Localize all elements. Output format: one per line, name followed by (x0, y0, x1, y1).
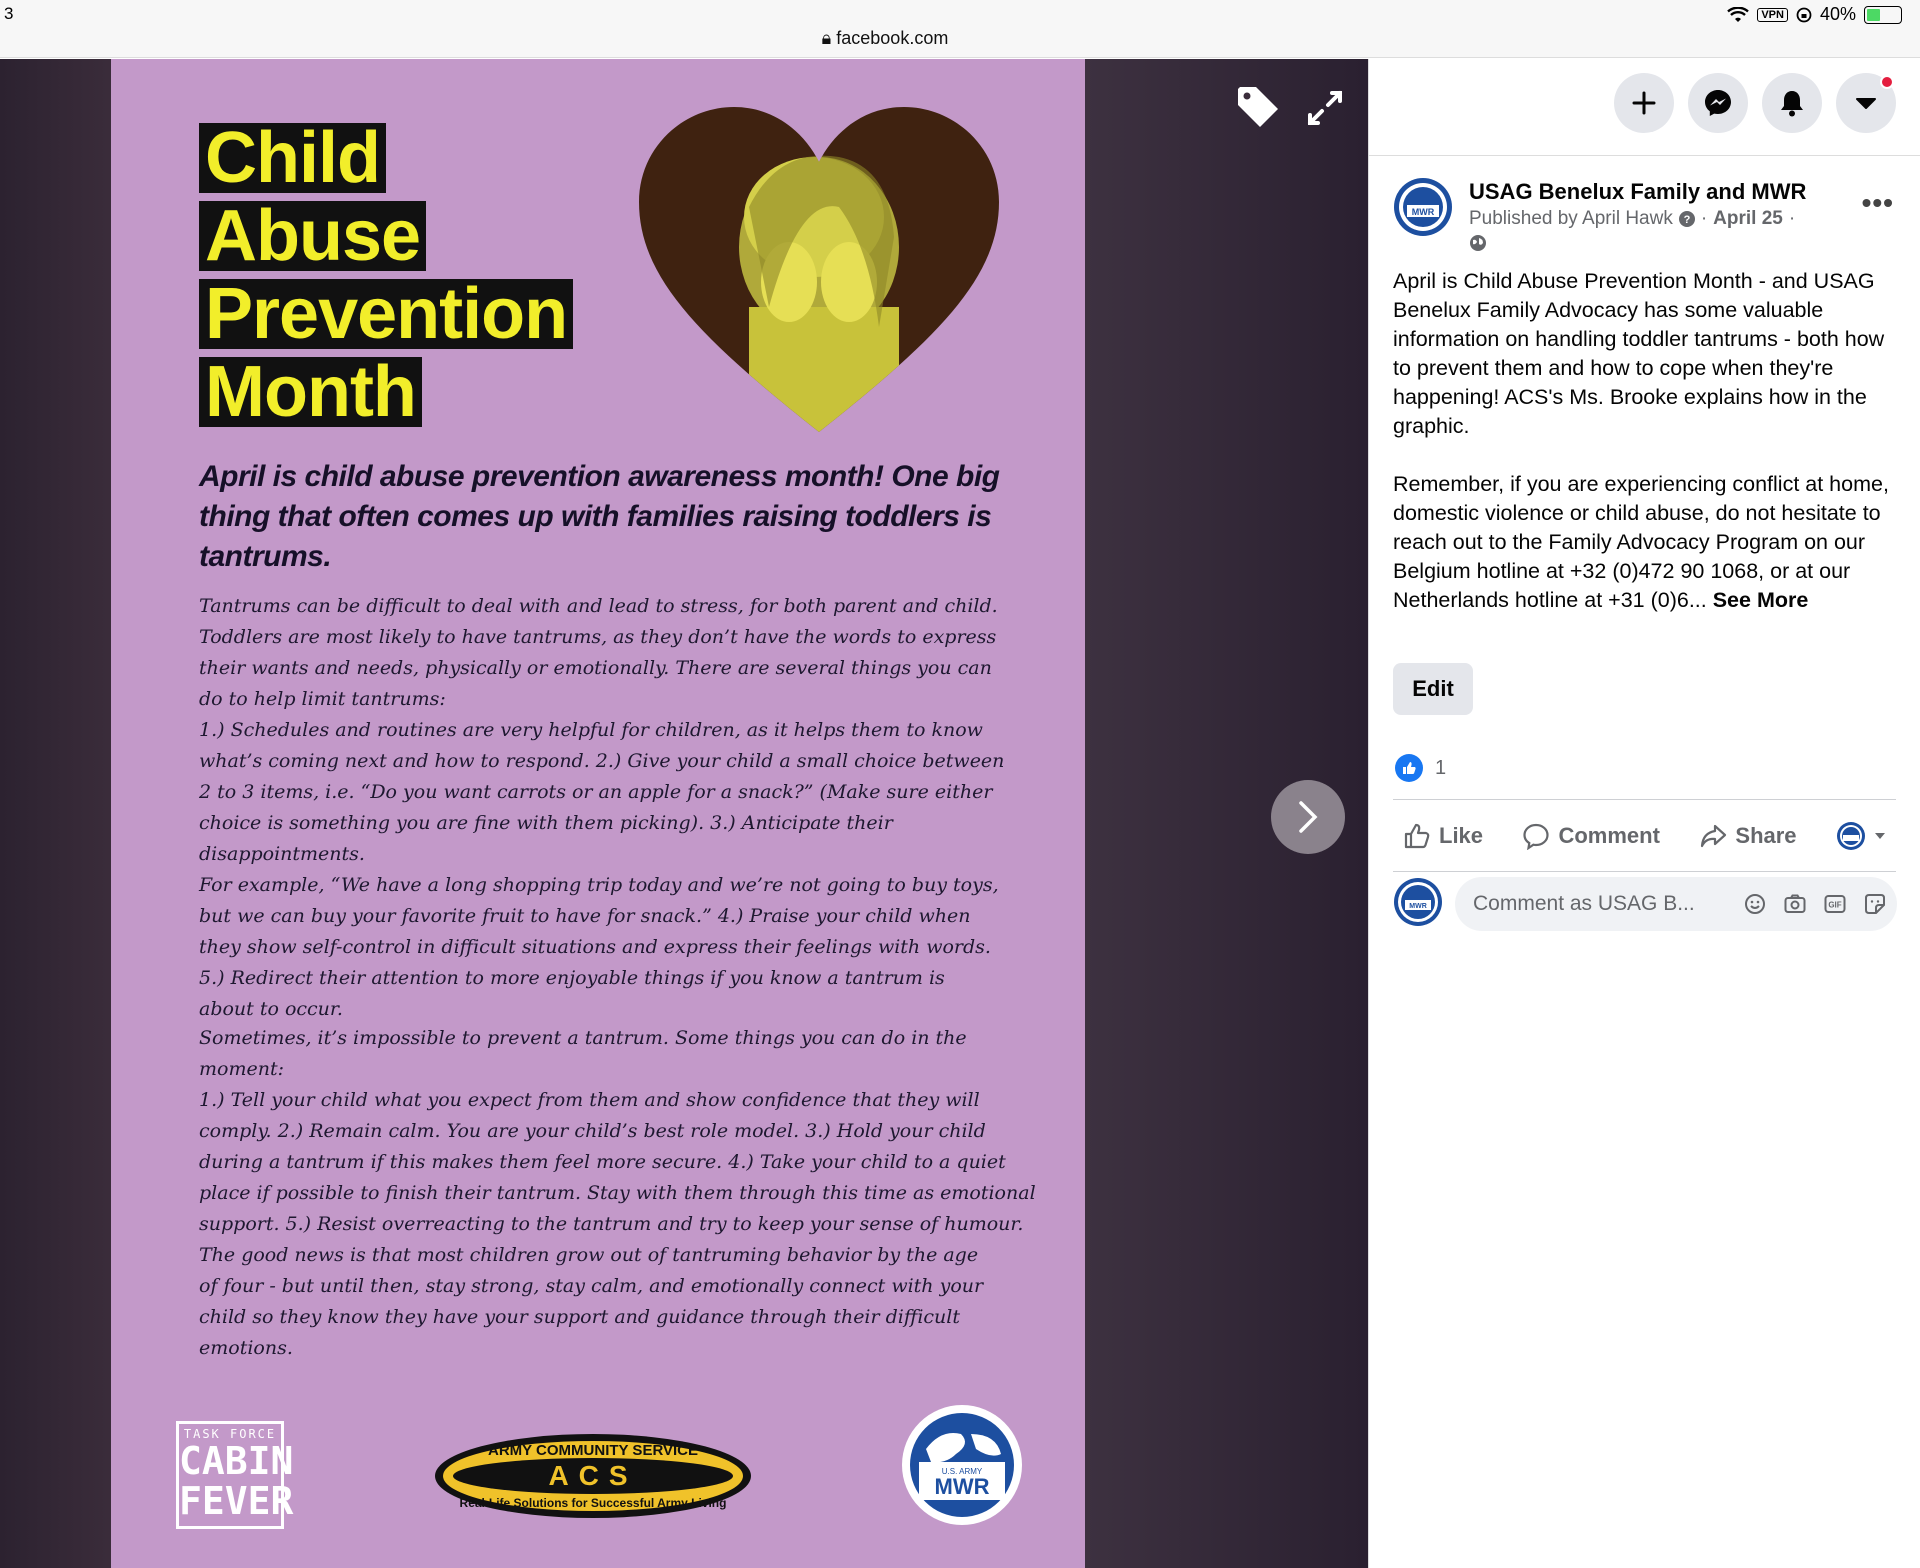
notifications-button[interactable] (1762, 73, 1822, 133)
comment-input[interactable] (1455, 877, 1897, 931)
acs-logo-bottom-text: Real-Life Solutions for Successful Army Living (459, 1496, 727, 1510)
sticker-icon[interactable] (1863, 892, 1887, 916)
svg-text:GIF: GIF (1828, 900, 1842, 910)
see-more-link[interactable]: See More (1712, 588, 1809, 612)
poster-title-line: Prevention (199, 279, 573, 349)
svg-text:MWR: MWR (1411, 207, 1435, 217)
like-reaction-icon (1395, 754, 1423, 782)
poster-title-line: Abuse (199, 201, 426, 271)
status-bar (0, 0, 1920, 58)
battery-icon (1864, 6, 1902, 24)
orientation-lock-icon (1796, 7, 1812, 23)
chevron-right-icon (1295, 799, 1321, 835)
acs-logo (433, 1431, 753, 1521)
edit-button[interactable]: Edit (1393, 663, 1473, 715)
poster-paragraph-2: Sometimes, it’s impossible to prevent a tantrum. Some things you can do in the moment: 1.) Tell your child what you expect from them and show confidence that they will comply. 2.) Remain calm. You are your child’s best role model. 3.) Hold your child during a tantrum if this makes them feel more secure. 4.) Take your child to a quiet place if possible to finish their tantrum. Stay with them through this time as emotional support. 5.) Resist overreacting to the tantrum and try to keep your sense of humour. The good news is that most children grow out of tantruming behavior by the age of four - but until then, stay strong, stay calm, and emotionally connect with your child so they know they have your support and guidance through their difficult emotions. (199, 1027, 1036, 1359)
status-indicators (1727, 4, 1902, 25)
battery-percent: 40% (1819, 4, 1856, 24)
post-text: April is Child Abuse Prevention Month - and USAG Benelux Family Advocacy has some valuable information on handling toddler tantrums - both how to prevent them and how to cope when they're happening! ACS's Ms. Brooke explains how in the graphic. Remember, if you are experiencing conflict at home, domestic violence or child abuse, do not hesitate to reach out to the Family Advocacy Program on our Belgium hotline at +32 (0)472 90 1068, or at our Netherlands hotline at +31 (0)6... See More (1393, 269, 1889, 612)
published-by: Published by April Hawk (1469, 208, 1673, 229)
acs-logo-mid-text: ACS (548, 1460, 638, 1491)
caret-down-icon (1874, 832, 1886, 840)
caret-down-icon (1855, 96, 1877, 110)
bell-icon (1779, 89, 1805, 117)
mwr-logo-small-text: U.S. ARMY (941, 1467, 983, 1476)
gif-icon[interactable] (1823, 892, 1847, 916)
svg-text:MWR: MWR (1409, 903, 1427, 910)
url-text: facebook.com (836, 28, 949, 48)
poster-title-line: Child (199, 123, 386, 193)
globe-icon (1469, 234, 1487, 252)
plus-icon (1631, 90, 1657, 116)
share-button[interactable]: Share (1699, 822, 1796, 850)
messenger-button[interactable] (1688, 73, 1748, 133)
comment-icon (1522, 822, 1550, 850)
post-actions (1393, 809, 1896, 863)
post-sidebar (1368, 59, 1920, 1568)
help-icon[interactable] (1679, 211, 1695, 227)
poster-paragraph-1: Tantrums can be difficult to deal with and lead to stress, for both parent and child. Toddlers are most likely to have tantrums, as they don’t have the words to express their wants and needs, physically or emotionally. There are several things you can do to help limit tantrums: 1.) Schedules and routines are very helpful for children, as it helps them to know what’s coming next and how to respond. 2.) Give your child a small choice between 2 to 3 items, i.e. “Do you want carrots or an apple for a snack?” (Make sure either choice is something you are fine with them picking). 3.) Anticipate their disappointments. For example, “We have a long shopping trip today and we’re not going to buy toys, but we can buy your favorite fruit to have for snack.” 4.) Praise your child when they show self-control in difficult situations and express their feelings with words. 5.) Redirect their attention to more enjoyable things if you know a tantrum is about to occur. (199, 595, 1005, 1020)
share-icon (1699, 822, 1727, 850)
address-bar[interactable] (0, 28, 1770, 49)
like-count: 1 (1435, 756, 1447, 779)
messenger-icon (1703, 88, 1733, 118)
like-button[interactable]: Like (1403, 822, 1483, 850)
acs-logo-top-text: ARMY COMMUNITY SERVICE (487, 1442, 699, 1459)
page-avatar[interactable] (1393, 177, 1453, 237)
post-date[interactable]: April 25 (1713, 208, 1783, 229)
camera-icon[interactable] (1783, 892, 1807, 916)
lock-icon: 🔒︎ (821, 28, 832, 48)
page-avatar-small (1836, 821, 1866, 851)
wifi-icon (1727, 7, 1749, 23)
army-mwr-logo (901, 1404, 1023, 1526)
photo-viewer (0, 59, 1368, 1568)
poster-image (111, 59, 1085, 1568)
poster-title-line: Month (199, 357, 422, 427)
heart-photo (639, 107, 999, 437)
comment-placeholder: Comment as USAG B... (1473, 892, 1695, 915)
task-force-cabin-fever-logo: TASK FORCE CABIN FEVER (176, 1421, 284, 1529)
top-actions (1614, 73, 1896, 133)
comment-tools (1743, 892, 1887, 916)
commenter-avatar (1393, 877, 1443, 927)
status-time: 3 (4, 4, 14, 23)
mwr-logo-big-text: MWR (934, 1474, 990, 1499)
notification-dot (1880, 75, 1894, 89)
post-as-selector[interactable] (1836, 821, 1886, 851)
create-button[interactable] (1614, 73, 1674, 133)
thumbs-up-icon (1403, 822, 1431, 850)
next-photo-button[interactable] (1271, 780, 1345, 854)
account-menu-button[interactable] (1836, 73, 1896, 133)
tag-icon[interactable] (1234, 83, 1282, 136)
post-meta: Published by April Hawk ? · April 25 · (1469, 208, 1796, 229)
emoji-icon[interactable] (1743, 892, 1767, 916)
vpn-badge: VPN (1757, 8, 1788, 22)
page-name-link[interactable]: USAG Benelux Family and MWR (1469, 179, 1807, 204)
comment-button[interactable]: Comment (1522, 822, 1659, 850)
fullscreen-icon[interactable] (1304, 87, 1346, 134)
poster-lead-text: April is child abuse prevention awareness month! One big thing that often comes up with families raising toddlers is tantrums. (199, 460, 1000, 573)
svg-text:?: ? (1683, 214, 1691, 226)
more-options-button[interactable]: ••• (1861, 187, 1894, 218)
reaction-summary[interactable] (1395, 754, 1446, 782)
